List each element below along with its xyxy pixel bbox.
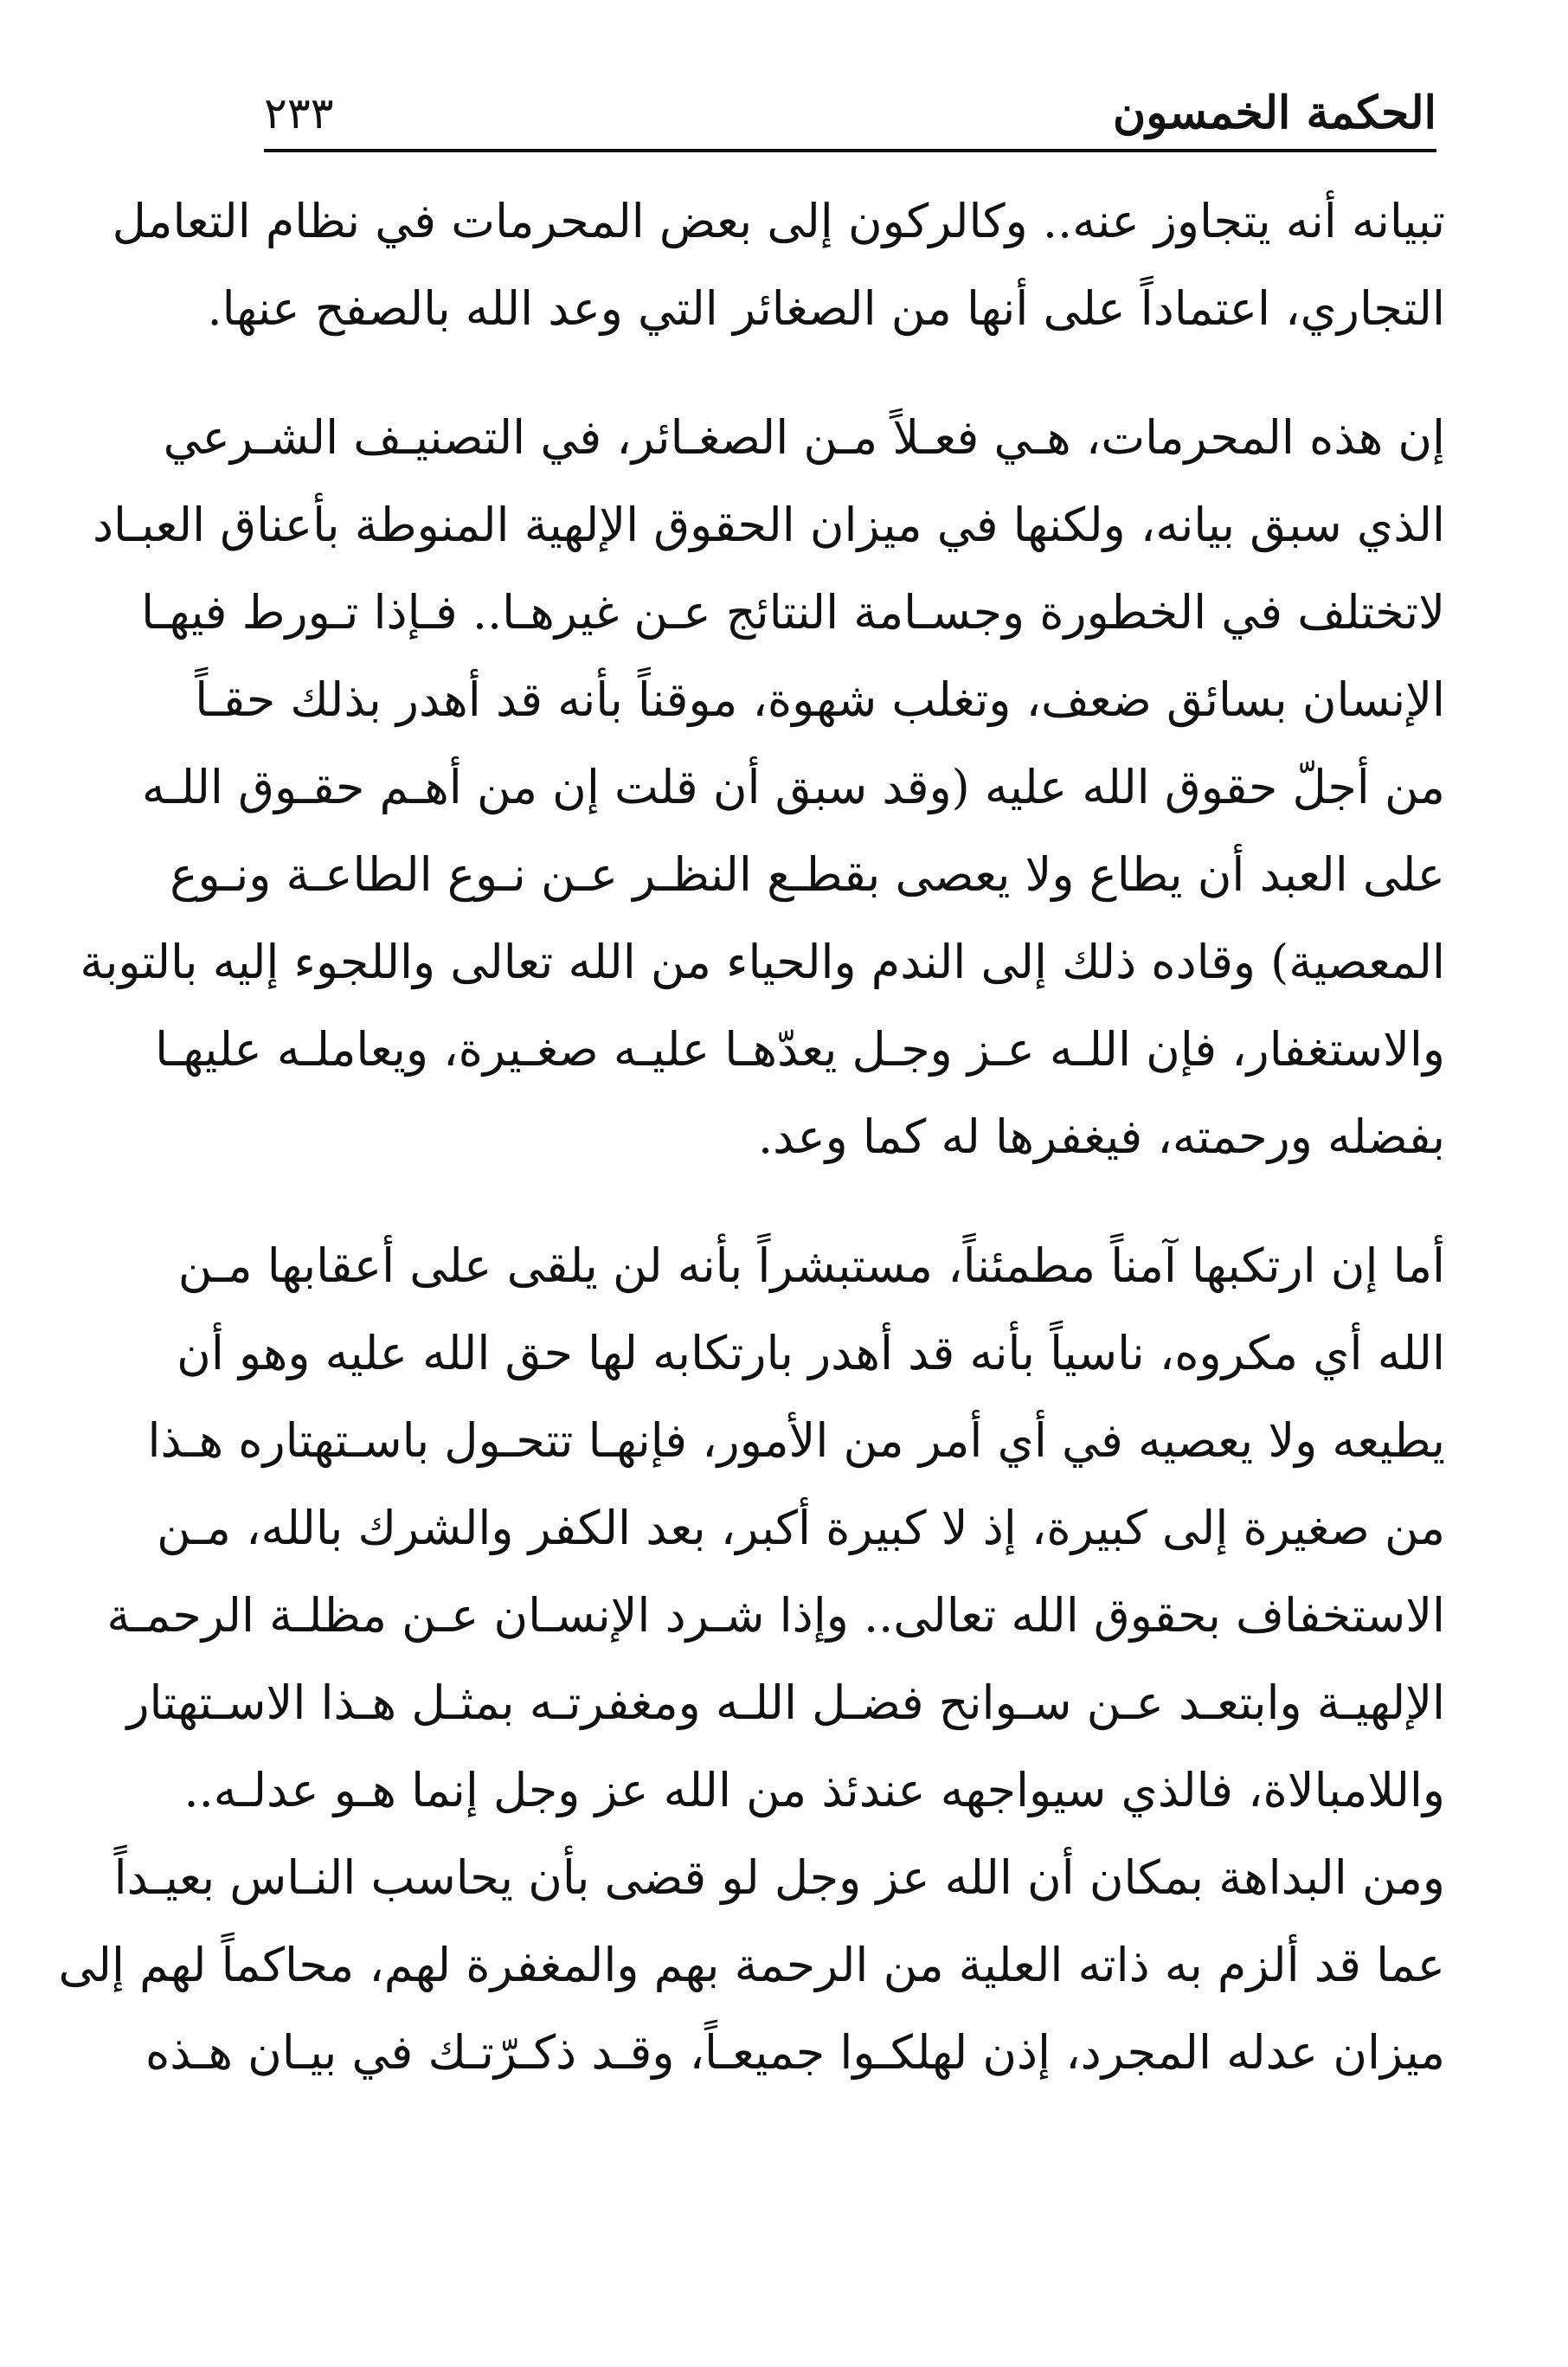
text-line: الإلهيـة وابتعـد عـن سـوانح فضـل اللـه ومغفرتـه بمثـل هـذا الاسـتهتار <box>126 1676 1445 1730</box>
paragraph-spacer <box>251 1180 1445 1222</box>
running-title: الحكمة الخمسون <box>1113 87 1436 139</box>
text-line: لاتختلف في الخطورة وجسـامة النتائج عـن غيرهـا.. فـإذا تـورط فيهـا <box>141 585 1445 640</box>
text-line: واللامبالاة، فالذي سيواجهه عندئذ من الله عز وجل إنما هـو عدلـه.. <box>183 1763 1445 1817</box>
header-divider <box>264 149 1436 152</box>
page-number: ٢٣٣ <box>264 88 334 138</box>
text-line: المعصية) وقاده ذلك إلى الندم والحياء من الله تعالى واللجوء إليه بالتوبة <box>80 935 1445 989</box>
text-line: عما قد ألزم به ذاته العلية من الرحمة بهم والمغفرة لهم، محاكماً لهم إلى <box>58 1938 1445 1992</box>
text-line: من صغيرة إلى كبيرة، إذ لا كبيرة أكبر، بعد الكفر والشرك بالله، مـن <box>157 1501 1445 1555</box>
text-line: بفضله ورحمته، فيغفرها له كما وعد. <box>757 1110 1445 1164</box>
text-line: الاستخفاف بحقوق الله تعالى.. وإذا شـرد الإنسـان عـن مظلـة الرحمـة <box>106 1588 1445 1643</box>
text-line: التجاري، اعتماداً على أنها من الصغائر التي وعد الله بالصفح عنها. <box>207 281 1445 336</box>
text-line: أما إن ارتكبها آمناً مطمئناً، مستبشراً بأنه لن يلقى على أعقابها مـن <box>177 1238 1445 1293</box>
text-line: يطيعه ولا يعصيه في أي أمر من الأمور، فإنهـا تتحـول باسـتهتاره هـذا <box>147 1413 1445 1468</box>
text-line: الذي سبق بيانه، ولكنها في ميزان الحقوق الإلهية المنوطة بأعناق العبـاد <box>92 498 1445 552</box>
text-line: على العبد أن يطاع ولا يعصى بقطـع النظـر عـن نـوع الطاعـة ونـوع <box>170 847 1445 902</box>
text-line: والاستغفار، فإن اللـه عـز وجـل يعدّهـا عليـه صغـيرة، ويعاملـه عليهـا <box>155 1022 1445 1077</box>
text-line: إن هذه المحرمات، هـي فعـلاً مـن الصغـائر، في التصنيـف الشـرعي <box>163 410 1445 465</box>
paragraph-2 <box>80 394 1445 1180</box>
text-line: الإنسان بسائق ضعف، وتغلب شهوة، موقناً بأنه قد أهدر بذلك حقـاً <box>195 672 1445 727</box>
paragraph-1 <box>112 177 1445 352</box>
page-header <box>264 83 1436 144</box>
paragraph-3 <box>58 1222 1445 2096</box>
body-text <box>58 177 1445 2096</box>
text-line: الله أي مكروه، ناسياً بأنه قد أهدر بارتكابه لها حق الله عليه وهو أن <box>177 1326 1445 1380</box>
text-line: تبيانه أنه يتجاوز عنه.. وكالركون إلى بعض المحرمات في نظام التعامل <box>112 194 1445 248</box>
paragraph-spacer <box>251 352 1445 394</box>
text-line: ومن البداهة بمكان أن الله عز وجل لو قضى بأن يحاسب النـاس بعيـداً <box>113 1850 1445 1905</box>
text-line: ميزان عدله المجرد، إذن لهلكـوا جميعـاً، وقـد ذكـرّتـك في بيـان هـذه <box>145 2025 1445 2080</box>
text-line: من أجلّ حقوق الله عليه (وقد سبق أن قلت إن من أهـم حقـوق اللـه <box>141 760 1445 814</box>
